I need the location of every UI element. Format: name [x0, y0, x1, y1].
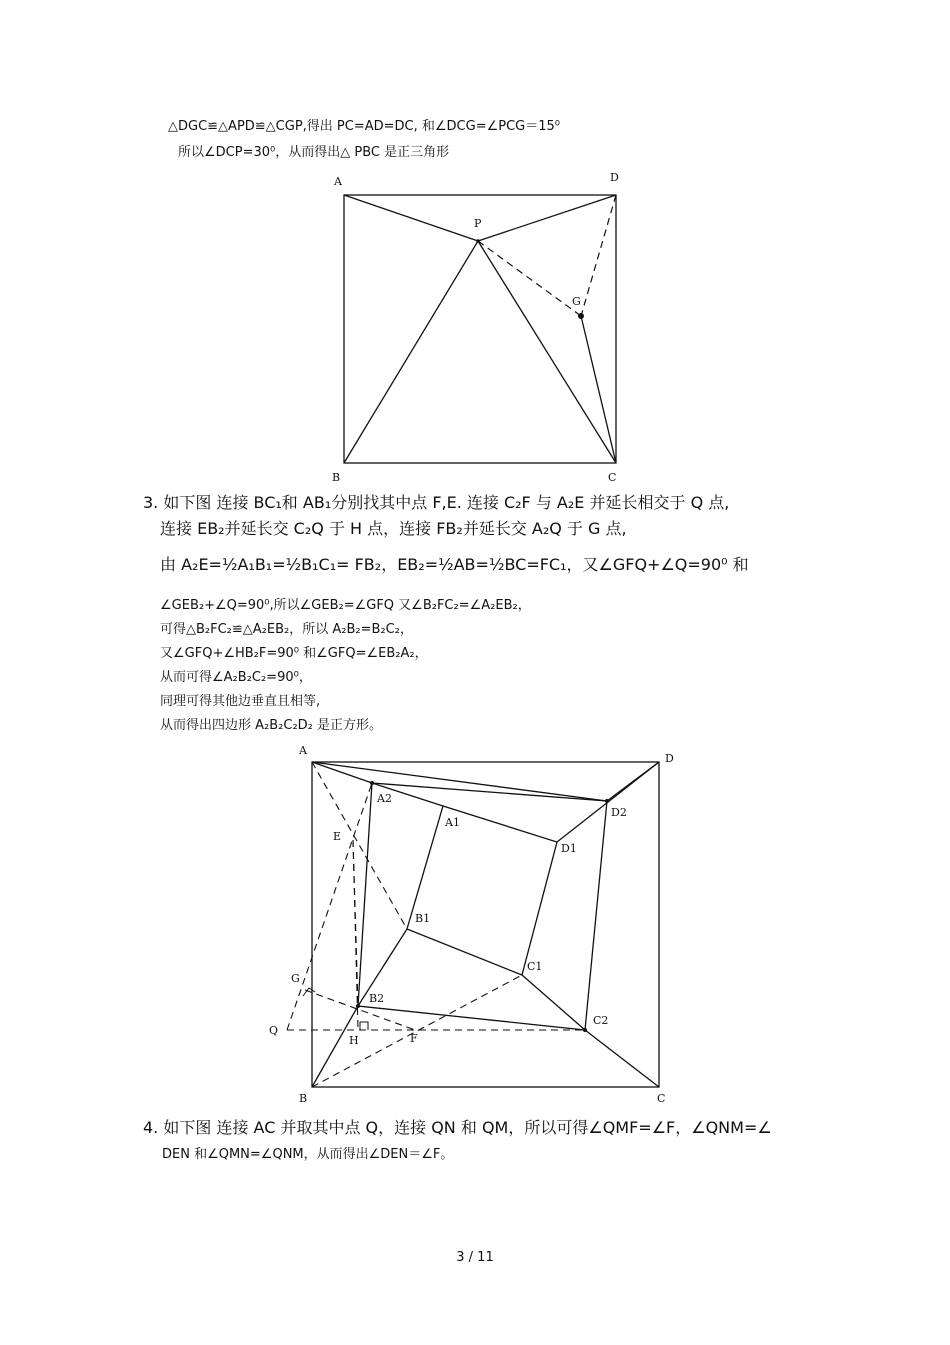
label-a2: A2	[377, 792, 392, 805]
segment-cg	[581, 316, 616, 463]
point-p	[476, 239, 480, 243]
square-abcd-outer	[312, 762, 659, 1087]
segment-c-c1	[522, 975, 585, 1030]
label-d2: D2	[611, 806, 627, 819]
label-h: H	[349, 1034, 359, 1047]
label-a: A	[334, 175, 342, 188]
label-b2: B2	[369, 992, 385, 1005]
segment-ap	[344, 195, 478, 241]
dashed-e-h	[353, 840, 358, 1030]
label-a: A	[299, 744, 307, 757]
segment-cp	[478, 241, 616, 463]
right-angle-h	[360, 1022, 368, 1030]
figure-square-pbc	[320, 165, 640, 485]
figure-nested-squares	[265, 740, 685, 1110]
segment-c-c2	[585, 1030, 659, 1087]
label-d: D	[610, 171, 619, 184]
label-g: G	[291, 972, 300, 985]
proof2-line1: △DGC≌△APD≌△CGP,得出 PC=AD=DC, 和∠DCG=∠PCG＝15⁰	[168, 119, 560, 134]
problem3-line7: 从而可得∠A₂B₂C₂=90⁰，	[160, 670, 312, 685]
label-c: C	[608, 471, 617, 484]
problem3-line3: 由 A₂E=½A₁B₁=½B₁C₁= FB₂，EB₂=½AB=½BC=FC₁，又∠GFQ+∠Q=90⁰ 和	[160, 555, 749, 574]
problem3-line1: 3. 如下图 连接 BC₁和 AB₁分别找其中点 F,E. 连接 C₂F 与 A₂E 并延长相交于 Q 点,	[143, 493, 730, 512]
problem3-line9: 从而得出四边形 A₂B₂C₂D₂ 是正方形。	[160, 718, 383, 733]
problem3-line6: 又∠GFQ+∠HB₂F=90⁰ 和∠GFQ=∠EB₂A₂，	[160, 646, 428, 661]
dashed-dg	[581, 195, 616, 316]
problem4-line2: DEN 和∠QMN=∠QNM，从而得出∠DEN＝∠F。	[162, 1147, 454, 1162]
label-p: P	[474, 217, 482, 230]
label-d1: D1	[561, 842, 577, 855]
dashed-a-b1	[312, 762, 407, 929]
label-d: D	[665, 752, 674, 765]
segment-dp	[478, 195, 616, 241]
label-f: F	[410, 1032, 418, 1045]
label-q: Q	[269, 1024, 279, 1037]
label-a1: A1	[445, 816, 460, 829]
dashed-pg	[478, 241, 581, 316]
proof2-line2: 所以∠DCP=30⁰，从而得出△ PBC 是正三角形	[178, 145, 450, 160]
label-b1: B1	[415, 912, 431, 925]
square-a2b2c2d2	[358, 783, 607, 1030]
problem3-line2: 连接 EB₂并延长交 C₂Q 于 H 点，连接 FB₂并延长交 A₂Q 于 G 点,	[160, 519, 627, 538]
problem3-line8: 同理可得其他边垂直且相等,	[160, 694, 321, 709]
square-a1b1c1d1	[407, 806, 557, 975]
segment-bp	[344, 241, 478, 463]
point-g	[578, 313, 584, 319]
label-b: B	[299, 1092, 308, 1105]
label-c: C	[657, 1092, 666, 1105]
problem3-line5: 可得△B₂FC₂≌△A₂EB₂，所以 A₂B₂=B₂C₂，	[160, 622, 413, 637]
problem3-line4: ∠GEB₂+∠Q=90⁰,所以∠GEB₂=∠GFQ 又∠B₂FC₂=∠A₂EB₂，	[160, 598, 531, 613]
segment-a-a2	[312, 762, 372, 783]
segment-a-d2	[312, 762, 607, 801]
square-abcd	[344, 195, 616, 463]
label-e: E	[333, 830, 342, 843]
label-g: G	[572, 295, 581, 308]
label-c1: C1	[527, 960, 543, 973]
problem4-line1: 4. 如下图 连接 AC 并取其中点 Q，连接 QN 和 QM，所以可得∠QMF=∠F，∠QNM=∠	[143, 1118, 772, 1137]
page-number: 3 / 11	[456, 1250, 494, 1265]
label-b: B	[332, 471, 341, 484]
label-c2: C2	[593, 1014, 609, 1027]
